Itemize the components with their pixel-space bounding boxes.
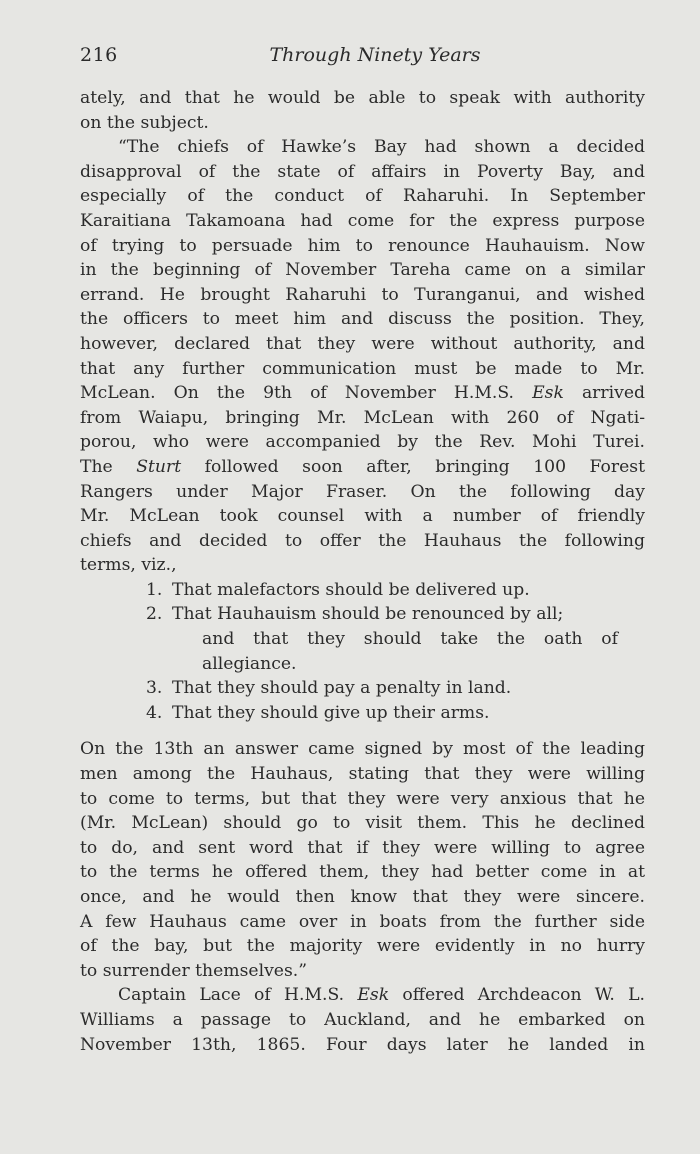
- list-number: 1.: [146, 579, 163, 600]
- text-line: the officers to meet him and discuss the position. They,: [80, 309, 645, 330]
- text-line: of the bay, but the majority were evidently in no hurry: [80, 936, 645, 957]
- text-line: to the terms he offered them, they had better come in at: [80, 862, 645, 883]
- ship-name: Sturt: [136, 456, 182, 477]
- text-line: men among the Hauhaus, stating that they were willing: [80, 764, 645, 785]
- spacer: [80, 725, 645, 737]
- text-line: [80, 983, 645, 1008]
- text-run: arrived: [563, 383, 645, 404]
- terms-list: [80, 578, 645, 726]
- text-line: “The chiefs of Hawke’s Bay had shown a decided: [118, 137, 645, 158]
- text-line: Williams a passage to Auckland, and he embarked on: [80, 1009, 645, 1030]
- text-line: to surrender themselves.”: [80, 960, 308, 981]
- body-text: [80, 86, 645, 1057]
- text-line: Karaitiana Takamoana had come for the express purpose: [80, 210, 645, 231]
- text-line: porou, who were accompanied by the Rev. Mohi Turei.: [80, 432, 645, 453]
- text-line: to do, and sent word that if they were willing to agree: [80, 837, 645, 858]
- text-run: offered Archdeacon W. L.: [389, 985, 645, 1006]
- list-text: That they should pay a penalty in land.: [172, 678, 512, 699]
- text-run: Captain Lace of H.M.S.: [118, 985, 358, 1006]
- text-line: errand. He brought Raharuhi to Turanganui, and wished: [80, 284, 645, 305]
- page-header: [80, 40, 640, 74]
- text-line: once, and he would then know that they were sincere.: [80, 887, 645, 907]
- text-line: [80, 455, 645, 480]
- text-run: McLean. On the 9th of November H.M.S.: [80, 383, 533, 404]
- text-line: disapproval of the state of affairs in Poverty Bay, and: [80, 161, 645, 182]
- text-line: (Mr. McLean) should go to visit them. This he declined: [80, 813, 645, 834]
- ship-name: Esk: [532, 383, 564, 404]
- text-line: to come to terms, but that they were very anxious that he: [80, 788, 645, 809]
- list-continuation: allegiance.: [202, 653, 297, 674]
- text-line: however, declared that they were without authority, and: [80, 333, 645, 354]
- list-item: [146, 578, 645, 603]
- text-line: Rangers under Major Fraser. On the following day: [80, 481, 645, 502]
- text-line: from Waiapu, bringing Mr. McLean with 260 of Ngati-: [80, 407, 645, 428]
- text-line: ately, and that he would be able to speak with authority: [80, 88, 645, 108]
- list-text: That malefactors should be delivered up.: [172, 579, 530, 600]
- text-line: on the subject.: [80, 112, 209, 133]
- text-line: A few Hauhaus came over in boats from the further side: [80, 911, 645, 932]
- running-title: Through Ninety Years: [269, 44, 481, 66]
- text-line: Mr. McLean took counsel with a number of friendly: [80, 506, 645, 527]
- list-item: [146, 701, 645, 726]
- list-number: 4.: [146, 702, 163, 723]
- text-line: terms, viz.,: [80, 555, 177, 576]
- list-text: That they should give up their arms.: [172, 702, 490, 723]
- text-run: followed soon after, bringing 100 Forest: [181, 456, 645, 477]
- list-text: That Hauhauism should be renounced by all;: [172, 604, 564, 625]
- text-line: November 13th, 1865. Four days later he landed in: [80, 1034, 645, 1055]
- text-line: On the 13th an answer came signed by most of the leading: [80, 739, 645, 760]
- ship-name: Esk: [357, 985, 390, 1006]
- list-item: [146, 602, 645, 627]
- page-number: 216: [80, 44, 118, 66]
- text-line: in the beginning of November Tareha came on a similar: [80, 260, 645, 281]
- list-number: 3.: [146, 678, 163, 699]
- text-line: [80, 381, 645, 406]
- text-line: especially of the conduct of Raharuhi. In September: [80, 186, 645, 207]
- list-item: [146, 676, 645, 701]
- list-continuation: and that they should take the oath of: [202, 629, 618, 650]
- text-line: that any further communication must be made to Mr.: [80, 358, 645, 379]
- list-number: 2.: [146, 604, 163, 625]
- text-run: The: [80, 456, 137, 477]
- text-line: chiefs and decided to offer the Hauhaus the following: [80, 530, 645, 551]
- text-line: of trying to persuade him to renounce Hauhauism. Now: [80, 235, 645, 256]
